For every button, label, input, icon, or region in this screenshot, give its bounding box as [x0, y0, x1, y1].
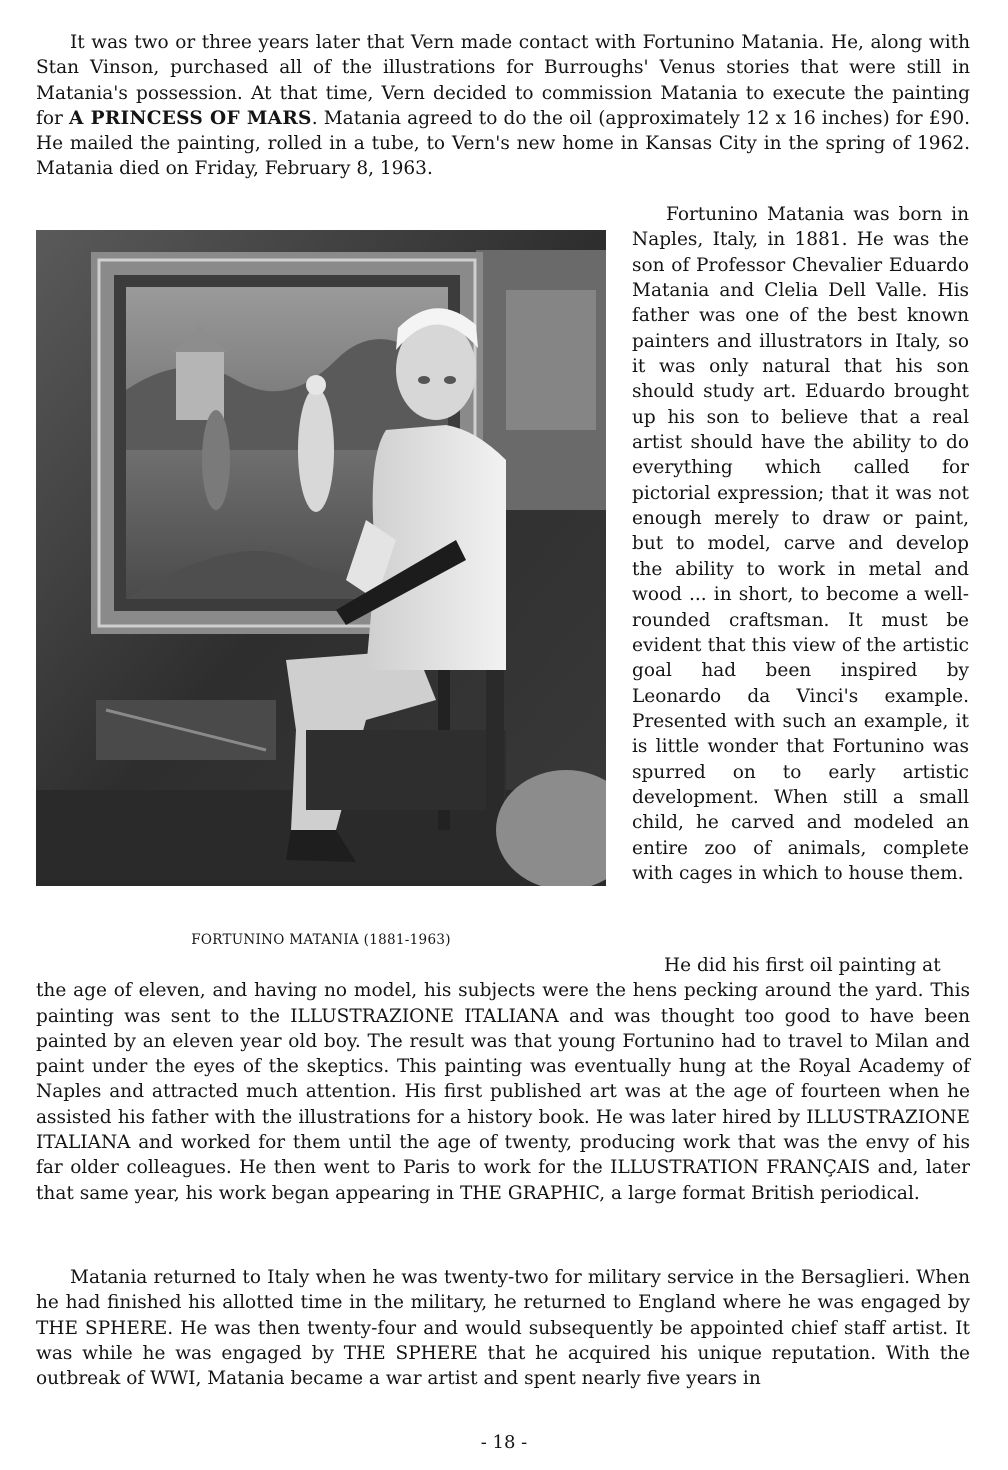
- photo-illustration: [36, 230, 606, 886]
- paragraph-early-career: [36, 953, 970, 1206]
- paragraph-intro-text-b: . Matania agreed to do the oil (approximately 12 x 16 inches) for £90. He mailed the painting, rolled in a tube, to Vern's new home in Kansas City in the spring of 1962. Matania died on Friday, February 8, 1963.: [36, 107, 970, 180]
- book-title-bold: A PRINCESS OF MARS: [68, 107, 312, 129]
- paragraph-military-service: Matania returned to Italy when he was twenty-two for military service in the Bersaglieri. When he had finished his allotted time in the military, he returned to England where he was engaged by THE SPHERE. He was then twenty-four and would subsequently be appointed chief staff artist. It was while he was engaged by THE SPHERE that he acquired his unique reputation. With the outbreak of WWI, Matania became a war artist and spent nearly five years in: [36, 1267, 970, 1390]
- paragraph-early-career-body: the age of eleven, and having no model, his subjects were the hens pecking around the yard. This painting was sent to the ILLUSTRAZIONE ITALIANA and was thought too good to have been painted by an eleven year old boy. The result was that young Fortunino had to travel to Milan and paint under the eyes of the skeptics. This painting was eventually hung at the Royal Academy of Naples and attracted much attention. His first published art was at the age of fourteen when he assisted his father with the illustrations for a history book. He was later hired by ILLUSTRAZIONE ITALIANA and worked for them until the age of twenty, producing work that was the envy of his far older colleagues. He then went to Paris to work for the ILLUSTRATION FRANÇAIS and, later that same year, his work began appearing in THE GRAPHIC, a large format British periodical.: [36, 980, 970, 1204]
- side-column: [632, 202, 969, 886]
- portrait-photograph: [36, 230, 606, 886]
- paragraph-intro-text-a: It was two or three years later that Vern made contact with Fortunino Matania. He, along with Stan Vinson, purchased all of the illustrations for Burroughs' Venus stories that were still in Matania's possession. At that time, Vern decided to commission Matania to execute the painting for: [36, 32, 970, 129]
- paragraph-biography: Fortunino Matania was born in Naples, Italy, in 1881. He was the son of Professor Chevalier Eduardo Matania and Clelia Dell Valle. His father was one of the best known painters and illustrators in Italy, so it was only natural that his son should study art. Eduardo brought up his son to believe that a real artist should have the ability to do everything which called for pictorial expression; that it was not enough merely to draw or paint, but to model, carve and develop the ability to work in metal and wood ... in short, to become a well-rounded craftsman. It must be evident that this view of the artistic goal had been inspired by Leonardo da Vinci's example. Presented with such an example, it is little wonder that Fortunino was spurred on to early artistic development. When still a small child, he carved and modeled an entire zoo of animals, complete with cages in which to house them.: [632, 204, 969, 884]
- page-number: - 18 -: [480, 1432, 528, 1453]
- paragraph-early-career-lead-text: He did his first oil painting at: [664, 955, 941, 976]
- paragraph-early-career-lead: [36, 953, 970, 978]
- paragraph-intro: [36, 30, 970, 182]
- photo-caption: FORTUNINO MATANIA (1881-1963): [191, 932, 451, 948]
